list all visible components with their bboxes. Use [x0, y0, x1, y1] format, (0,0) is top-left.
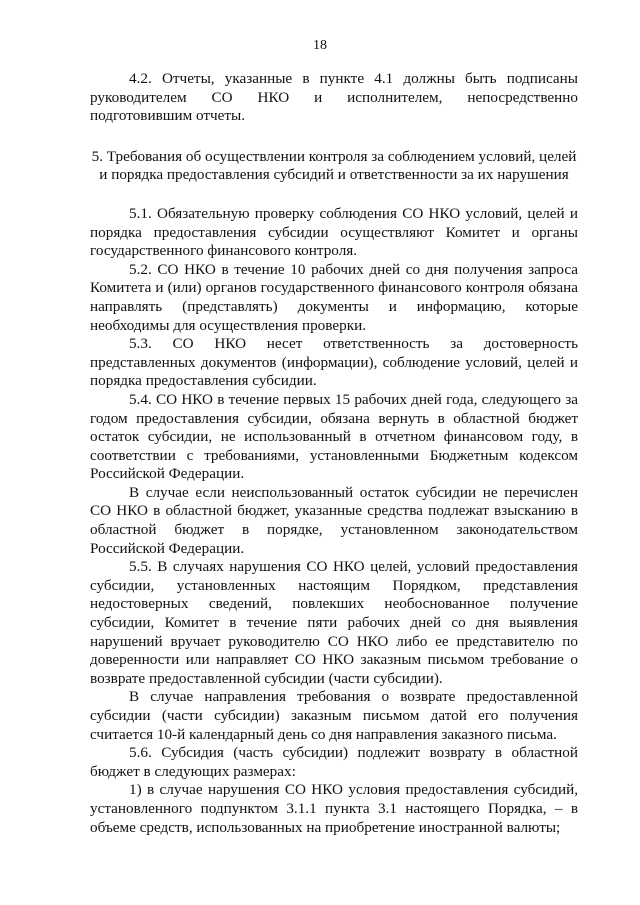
section-heading: 5. Требования об осуществлении контроля за соблюдением условий, целей и порядка предоставления субсидий и ответственности за их нарушения	[91, 147, 577, 184]
paragraph-5-5-continued: В случае направления требования о возврате предоставленной субсидии (части субсидии) заказным письмом датой его получения считается 10-й календарный день со дня направления заказного письма.	[90, 688, 578, 743]
paragraph-5-3: 5.3. СО НКО несет ответственность за достоверность представленных документов (информации), соблюдение условий, целей и порядка предоставления субсидии.	[90, 335, 578, 390]
paragraph-5-6: 5.6. Субсидия (часть субсидии) подлежит возврату в областной бюджет в следующих размерах:	[90, 744, 578, 780]
paragraph-5-1: 5.1. Обязательную проверку соблюдения СО НКО условий, целей и порядка предоставления субсидии осуществляют Комитет и органы государственного финансового контроля.	[90, 204, 578, 260]
paragraph-5-2: 5.2. СО НКО в течение 10 рабочих дней со дня получения запроса Комитета и (или) органов государственного финансового контроля обязана направлять (представлять) документы и информацию, которые необходимы для осуществления проверки.	[90, 260, 578, 334]
page-number: 18	[313, 38, 327, 53]
paragraph-4-2: 4.2. Отчеты, указанные в пункте 4.1 должны быть подписаны руководителем СО НКО и исполнителем, непосредственно подготовившим отчеты.	[90, 70, 578, 125]
paragraph-5-6-item-1: 1) в случае нарушения СО НКО условия предоставления субсидий, установленного подпунктом 3.1.1 пункта 3.1 настоящего Порядка, – в объеме средств, использованных на приобретение иностранной валюты;	[90, 781, 578, 836]
paragraph-5-5: 5.5. В случаях нарушения СО НКО целей, условий предоставления субсидии, установленных настоящим Порядком, представления недостоверных сведений, повлекших необоснованное получение субсидии, Комитет в течение пяти рабочих дней со дня выявления нарушений вручает руководителю СО НКО либо ее представителю по доверенности или направляет СО НКО заказным письмом требование о возврате предоставленной субсидии (части субсидии).	[90, 558, 578, 687]
paragraph-5-4: 5.4. СО НКО в течение первых 15 рабочих дней года, следующего за годом предоставления субсидии, обязана вернуть в областной бюджет остаток субсидии, не использованный в отчетном финансовом году, в соответствии с требованиями, установленными Бюджетным кодексом Российской Федерации.	[90, 390, 578, 483]
document-body	[90, 70, 578, 837]
paragraph-5-4-continued: В случае если неиспользованный остаток субсидии не перечислен СО НКО в областной бюджет, указанные средства подлежат взысканию в областной бюджет в порядке, установленном законодательством Российской Федерации.	[90, 483, 578, 557]
